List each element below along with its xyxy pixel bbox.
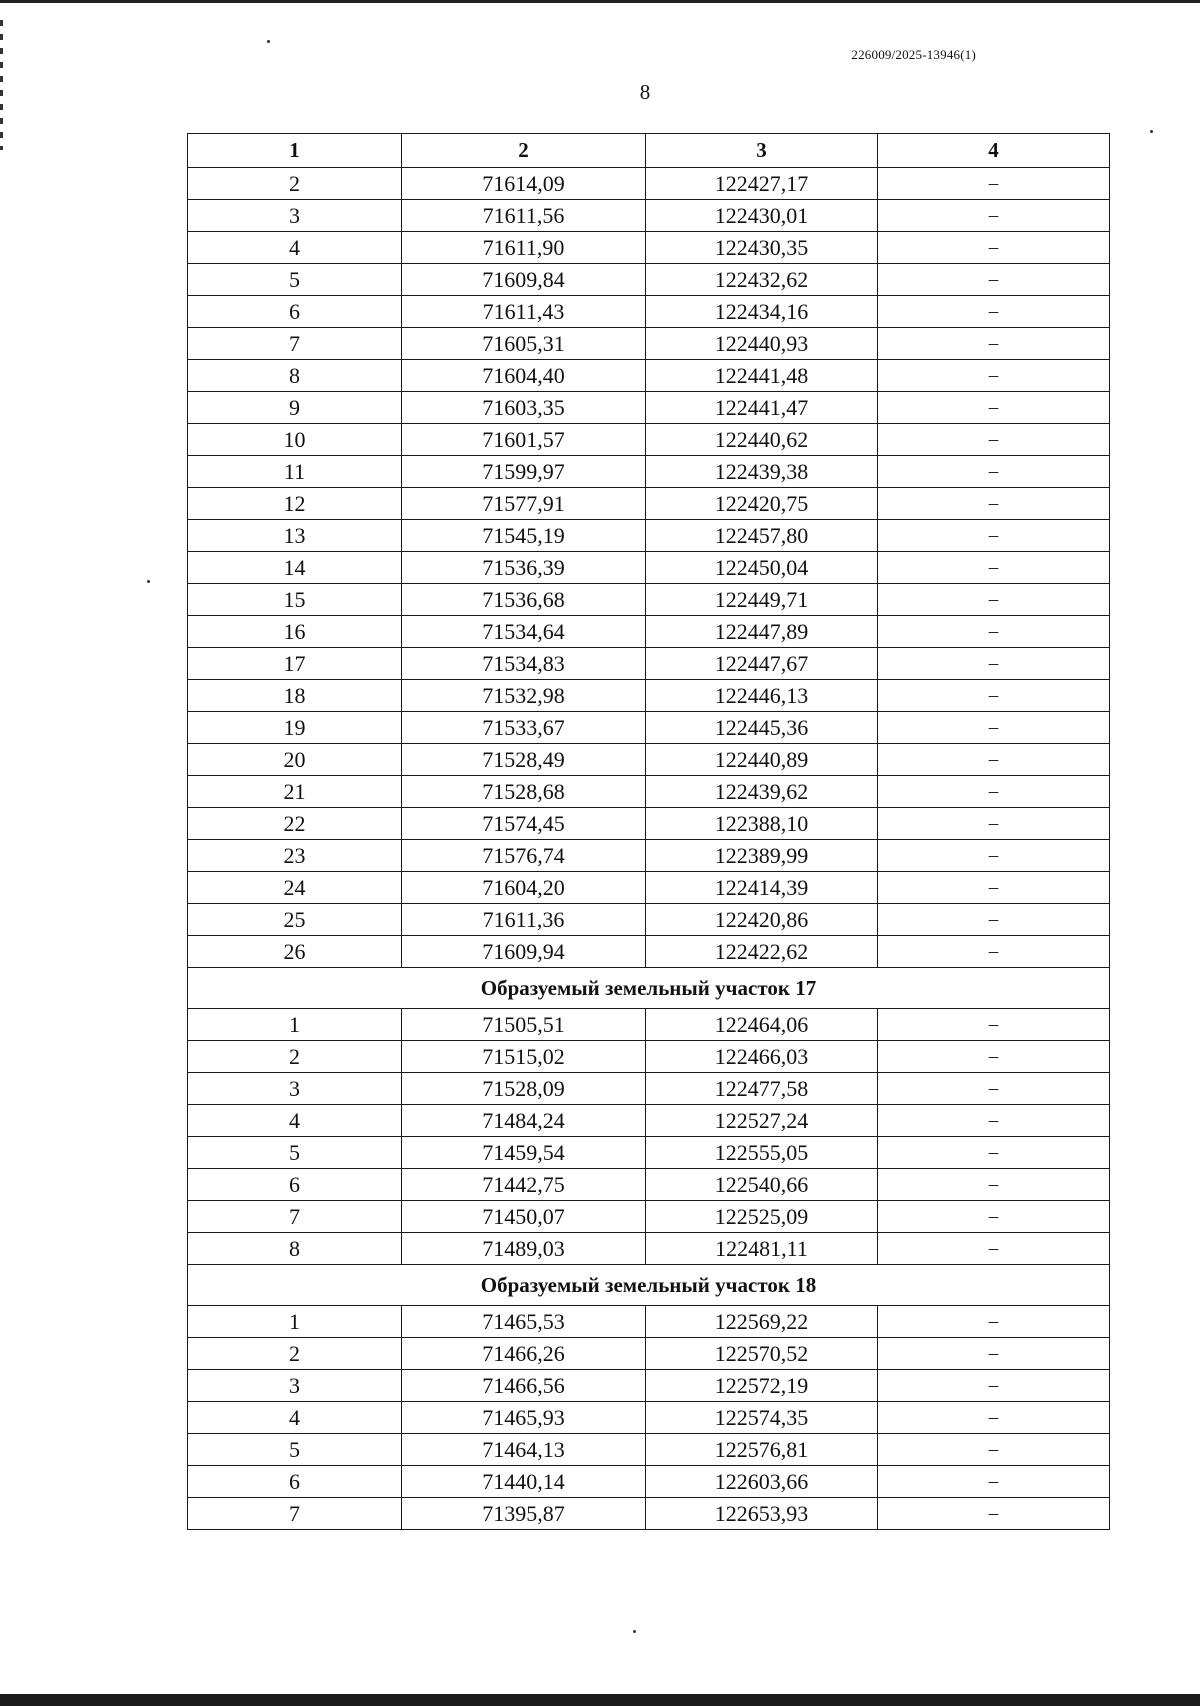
note-cell: – <box>878 936 1110 968</box>
note-cell: – <box>878 552 1110 584</box>
point-number-cell: 5 <box>188 264 402 296</box>
y-coordinate-cell: 122449,71 <box>646 584 878 616</box>
x-coordinate-cell: 71574,45 <box>402 808 646 840</box>
y-coordinate-cell: 122555,05 <box>646 1137 878 1169</box>
note-cell: – <box>878 488 1110 520</box>
y-coordinate-cell: 122447,67 <box>646 648 878 680</box>
coordinates-table <box>187 133 1110 1530</box>
point-number-cell: 17 <box>188 648 402 680</box>
point-number-cell: 23 <box>188 840 402 872</box>
point-number-cell: 7 <box>188 1498 402 1530</box>
note-cell: – <box>878 1434 1110 1466</box>
x-coordinate-cell: 71545,19 <box>402 520 646 552</box>
x-coordinate-cell: 71611,43 <box>402 296 646 328</box>
point-number-cell: 21 <box>188 776 402 808</box>
x-coordinate-cell: 71536,39 <box>402 552 646 584</box>
x-coordinate-cell: 71534,64 <box>402 616 646 648</box>
table-row <box>188 552 1110 584</box>
table-row <box>188 1009 1110 1041</box>
point-number-cell: 2 <box>188 168 402 200</box>
section-title: Образуемый земельный участок 17 <box>188 968 1110 1009</box>
table-row <box>188 872 1110 904</box>
y-coordinate-cell: 122447,89 <box>646 616 878 648</box>
x-coordinate-cell: 71395,87 <box>402 1498 646 1530</box>
table-row <box>188 1402 1110 1434</box>
x-coordinate-cell: 71611,90 <box>402 232 646 264</box>
note-cell: – <box>878 1009 1110 1041</box>
x-coordinate-cell: 71601,57 <box>402 424 646 456</box>
y-coordinate-cell: 122432,62 <box>646 264 878 296</box>
table-row <box>188 904 1110 936</box>
table-row <box>188 776 1110 808</box>
y-coordinate-cell: 122430,01 <box>646 200 878 232</box>
y-coordinate-cell: 122439,62 <box>646 776 878 808</box>
point-number-cell: 24 <box>188 872 402 904</box>
point-number-cell: 19 <box>188 712 402 744</box>
y-coordinate-cell: 122603,66 <box>646 1466 878 1498</box>
y-coordinate-cell: 122457,80 <box>646 520 878 552</box>
y-coordinate-cell: 122414,39 <box>646 872 878 904</box>
y-coordinate-cell: 122439,38 <box>646 456 878 488</box>
y-coordinate-cell: 122430,35 <box>646 232 878 264</box>
x-coordinate-cell: 71532,98 <box>402 680 646 712</box>
y-coordinate-cell: 122653,93 <box>646 1498 878 1530</box>
note-cell: – <box>878 1498 1110 1530</box>
point-number-cell: 18 <box>188 680 402 712</box>
note-cell: – <box>878 1105 1110 1137</box>
note-cell: – <box>878 200 1110 232</box>
table-row <box>188 168 1110 200</box>
table-row <box>188 296 1110 328</box>
point-number-cell: 4 <box>188 232 402 264</box>
y-coordinate-cell: 122446,13 <box>646 680 878 712</box>
table-row <box>188 1137 1110 1169</box>
y-coordinate-cell: 122420,86 <box>646 904 878 936</box>
column-header: 1 <box>188 134 402 168</box>
x-coordinate-cell: 71605,31 <box>402 328 646 360</box>
table-row <box>188 1338 1110 1370</box>
y-coordinate-cell: 122440,89 <box>646 744 878 776</box>
y-coordinate-cell: 122434,16 <box>646 296 878 328</box>
point-number-cell: 3 <box>188 200 402 232</box>
x-coordinate-cell: 71528,68 <box>402 776 646 808</box>
point-number-cell: 3 <box>188 1370 402 1402</box>
point-number-cell: 15 <box>188 584 402 616</box>
scan-speck <box>633 1630 636 1633</box>
point-number-cell: 9 <box>188 392 402 424</box>
note-cell: – <box>878 424 1110 456</box>
y-coordinate-cell: 122466,03 <box>646 1041 878 1073</box>
y-coordinate-cell: 122574,35 <box>646 1402 878 1434</box>
y-coordinate-cell: 122441,48 <box>646 360 878 392</box>
point-number-cell: 4 <box>188 1402 402 1434</box>
section-title-row <box>188 1265 1110 1306</box>
y-coordinate-cell: 122420,75 <box>646 488 878 520</box>
note-cell: – <box>878 872 1110 904</box>
y-coordinate-cell: 122570,52 <box>646 1338 878 1370</box>
note-cell: – <box>878 232 1110 264</box>
note-cell: – <box>878 1041 1110 1073</box>
scan-speck <box>1150 130 1153 133</box>
table-row <box>188 616 1110 648</box>
y-coordinate-cell: 122464,06 <box>646 1009 878 1041</box>
x-coordinate-cell: 71515,02 <box>402 1041 646 1073</box>
point-number-cell: 4 <box>188 1105 402 1137</box>
x-coordinate-cell: 71465,53 <box>402 1306 646 1338</box>
y-coordinate-cell: 122572,19 <box>646 1370 878 1402</box>
note-cell: – <box>878 456 1110 488</box>
x-coordinate-cell: 71528,49 <box>402 744 646 776</box>
point-number-cell: 16 <box>188 616 402 648</box>
table-row <box>188 680 1110 712</box>
x-coordinate-cell: 71466,26 <box>402 1338 646 1370</box>
x-coordinate-cell: 71604,40 <box>402 360 646 392</box>
scan-speck <box>267 40 270 43</box>
point-number-cell: 5 <box>188 1137 402 1169</box>
y-coordinate-cell: 122477,58 <box>646 1073 878 1105</box>
point-number-cell: 2 <box>188 1041 402 1073</box>
table-row <box>188 1370 1110 1402</box>
y-coordinate-cell: 122388,10 <box>646 808 878 840</box>
y-coordinate-cell: 122440,93 <box>646 328 878 360</box>
x-coordinate-cell: 71536,68 <box>402 584 646 616</box>
table-row <box>188 424 1110 456</box>
table-row <box>188 1169 1110 1201</box>
table-row <box>188 1434 1110 1466</box>
note-cell: – <box>878 168 1110 200</box>
x-coordinate-cell: 71534,83 <box>402 648 646 680</box>
note-cell: – <box>878 360 1110 392</box>
table-header-row <box>188 134 1110 168</box>
point-number-cell: 3 <box>188 1073 402 1105</box>
table-row <box>188 200 1110 232</box>
table-row <box>188 584 1110 616</box>
y-coordinate-cell: 122481,11 <box>646 1233 878 1265</box>
point-number-cell: 25 <box>188 904 402 936</box>
note-cell: – <box>878 1169 1110 1201</box>
table-row <box>188 744 1110 776</box>
section-title-row <box>188 968 1110 1009</box>
table-row <box>188 488 1110 520</box>
x-coordinate-cell: 71604,20 <box>402 872 646 904</box>
table-row <box>188 1201 1110 1233</box>
table-row <box>188 1233 1110 1265</box>
note-cell: – <box>878 744 1110 776</box>
x-coordinate-cell: 71599,97 <box>402 456 646 488</box>
point-number-cell: 8 <box>188 1233 402 1265</box>
x-coordinate-cell: 71603,35 <box>402 392 646 424</box>
y-coordinate-cell: 122427,17 <box>646 168 878 200</box>
table-row <box>188 1466 1110 1498</box>
point-number-cell: 6 <box>188 296 402 328</box>
point-number-cell: 6 <box>188 1466 402 1498</box>
note-cell: – <box>878 1338 1110 1370</box>
note-cell: – <box>878 680 1110 712</box>
point-number-cell: 5 <box>188 1434 402 1466</box>
page-number: 8 <box>639 80 651 104</box>
table-row <box>188 1498 1110 1530</box>
point-number-cell: 13 <box>188 520 402 552</box>
column-header: 3 <box>646 134 878 168</box>
table-body <box>188 168 1110 1530</box>
document-id: 226009/2025-13946(1) <box>851 47 976 62</box>
x-coordinate-cell: 71609,94 <box>402 936 646 968</box>
point-number-cell: 10 <box>188 424 402 456</box>
note-cell: – <box>878 904 1110 936</box>
y-coordinate-cell: 122525,09 <box>646 1201 878 1233</box>
point-number-cell: 12 <box>188 488 402 520</box>
table-row <box>188 1306 1110 1338</box>
point-number-cell: 2 <box>188 1338 402 1370</box>
point-number-cell: 26 <box>188 936 402 968</box>
note-cell: – <box>878 712 1110 744</box>
note-cell: – <box>878 520 1110 552</box>
x-coordinate-cell: 71450,07 <box>402 1201 646 1233</box>
scan-top-edge <box>0 0 1200 3</box>
y-coordinate-cell: 122445,36 <box>646 712 878 744</box>
point-number-cell: 7 <box>188 328 402 360</box>
x-coordinate-cell: 71577,91 <box>402 488 646 520</box>
note-cell: – <box>878 328 1110 360</box>
point-number-cell: 7 <box>188 1201 402 1233</box>
scan-speck <box>147 580 150 583</box>
table-row <box>188 328 1110 360</box>
x-coordinate-cell: 71528,09 <box>402 1073 646 1105</box>
table-row <box>188 1073 1110 1105</box>
note-cell: – <box>878 808 1110 840</box>
table-row <box>188 712 1110 744</box>
y-coordinate-cell: 122527,24 <box>646 1105 878 1137</box>
table-row <box>188 456 1110 488</box>
note-cell: – <box>878 776 1110 808</box>
table-row <box>188 360 1110 392</box>
point-number-cell: 20 <box>188 744 402 776</box>
x-coordinate-cell: 71576,74 <box>402 840 646 872</box>
note-cell: – <box>878 296 1110 328</box>
point-number-cell: 6 <box>188 1169 402 1201</box>
x-coordinate-cell: 71533,67 <box>402 712 646 744</box>
table-row <box>188 520 1110 552</box>
note-cell: – <box>878 392 1110 424</box>
y-coordinate-cell: 122450,04 <box>646 552 878 584</box>
point-number-cell: 11 <box>188 456 402 488</box>
x-coordinate-cell: 71465,93 <box>402 1402 646 1434</box>
table-row <box>188 232 1110 264</box>
table-row <box>188 1041 1110 1073</box>
y-coordinate-cell: 122569,22 <box>646 1306 878 1338</box>
note-cell: – <box>878 1137 1110 1169</box>
scan-bottom-edge <box>0 1694 1200 1706</box>
y-coordinate-cell: 122422,62 <box>646 936 878 968</box>
note-cell: – <box>878 1073 1110 1105</box>
table-row <box>188 648 1110 680</box>
note-cell: – <box>878 1370 1110 1402</box>
note-cell: – <box>878 840 1110 872</box>
x-coordinate-cell: 71609,84 <box>402 264 646 296</box>
table-row <box>188 392 1110 424</box>
note-cell: – <box>878 1233 1110 1265</box>
section-title: Образуемый земельный участок 18 <box>188 1265 1110 1306</box>
note-cell: – <box>878 1201 1110 1233</box>
y-coordinate-cell: 122441,47 <box>646 392 878 424</box>
note-cell: – <box>878 1466 1110 1498</box>
note-cell: – <box>878 584 1110 616</box>
x-coordinate-cell: 71611,56 <box>402 200 646 232</box>
note-cell: – <box>878 616 1110 648</box>
x-coordinate-cell: 71489,03 <box>402 1233 646 1265</box>
table-row <box>188 1105 1110 1137</box>
x-coordinate-cell: 71464,13 <box>402 1434 646 1466</box>
point-number-cell: 1 <box>188 1009 402 1041</box>
note-cell: – <box>878 1306 1110 1338</box>
table-row <box>188 840 1110 872</box>
y-coordinate-cell: 122389,99 <box>646 840 878 872</box>
column-header: 2 <box>402 134 646 168</box>
x-coordinate-cell: 71442,75 <box>402 1169 646 1201</box>
x-coordinate-cell: 71459,54 <box>402 1137 646 1169</box>
x-coordinate-cell: 71614,09 <box>402 168 646 200</box>
table-row <box>188 808 1110 840</box>
x-coordinate-cell: 71440,14 <box>402 1466 646 1498</box>
point-number-cell: 14 <box>188 552 402 584</box>
note-cell: – <box>878 648 1110 680</box>
x-coordinate-cell: 71611,36 <box>402 904 646 936</box>
y-coordinate-cell: 122540,66 <box>646 1169 878 1201</box>
y-coordinate-cell: 122576,81 <box>646 1434 878 1466</box>
column-header: 4 <box>878 134 1110 168</box>
y-coordinate-cell: 122440,62 <box>646 424 878 456</box>
point-number-cell: 22 <box>188 808 402 840</box>
point-number-cell: 8 <box>188 360 402 392</box>
x-coordinate-cell: 71484,24 <box>402 1105 646 1137</box>
point-number-cell: 1 <box>188 1306 402 1338</box>
note-cell: – <box>878 1402 1110 1434</box>
table-row <box>188 264 1110 296</box>
note-cell: – <box>878 264 1110 296</box>
x-coordinate-cell: 71466,56 <box>402 1370 646 1402</box>
table-row <box>188 936 1110 968</box>
x-coordinate-cell: 71505,51 <box>402 1009 646 1041</box>
